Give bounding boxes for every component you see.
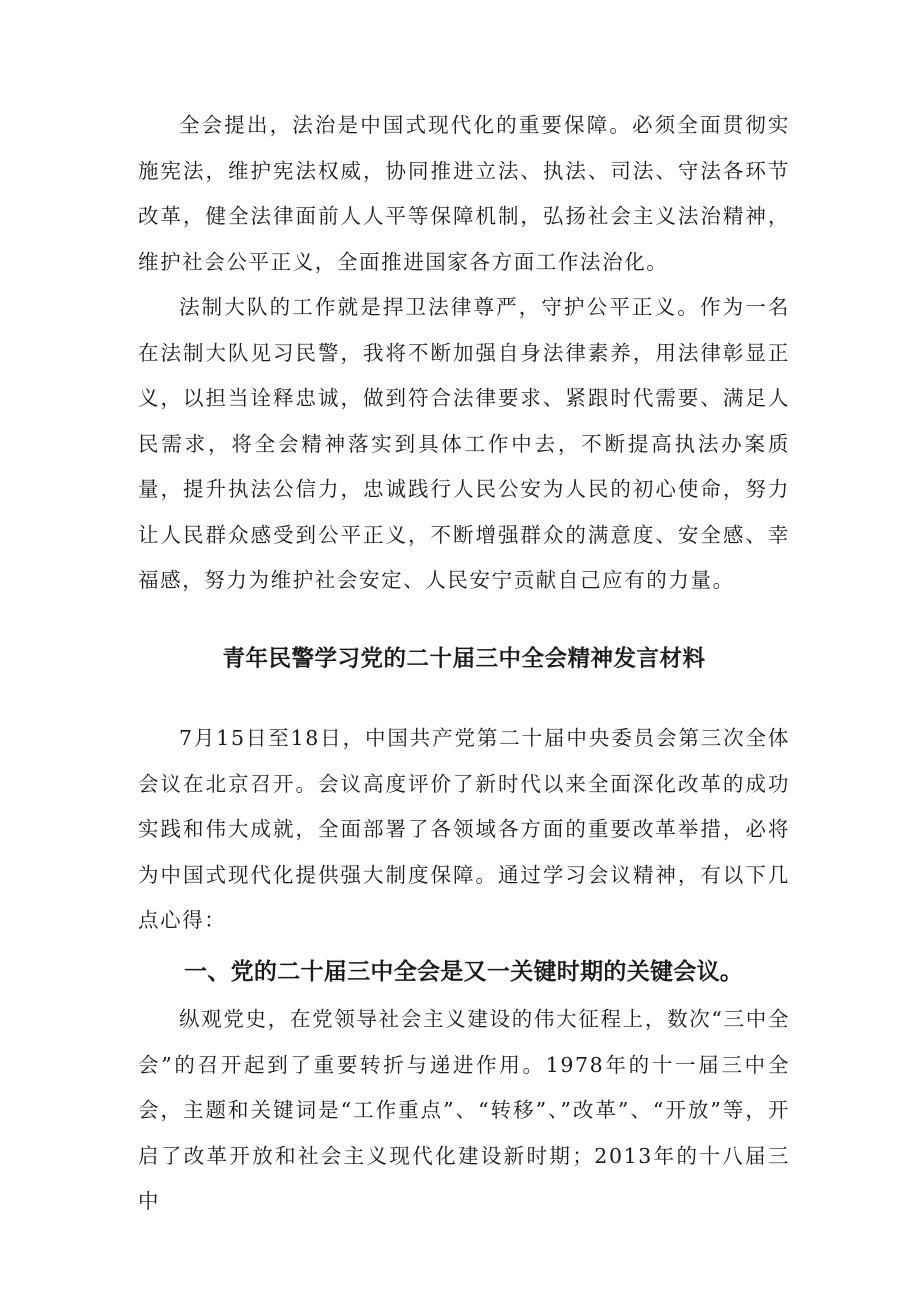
paragraph-text: 7月15日至18日，中国共产党第二十届中央委员会第三次全体会议在北京召开。会议高度评价了新时代以来全面深化改革的成功实践和伟大成就，全面部署了各领域各方面的重要改革举措，必将为中国式现代化提供强大制度保障。通过学习会议精神，有以下几点心得： xyxy=(138,726,790,932)
paragraph-rule-of-law xyxy=(138,103,790,285)
section-heading: 一、党的二十届三中全会是又一关键时期的关键会议。 xyxy=(184,959,744,985)
paragraph-party-history xyxy=(138,997,790,1225)
paragraph-intro xyxy=(138,716,790,944)
paragraph-text: 法制大队的工作就是捍卫法律尊严，守护公平正义。作为一名在法制大队见习民警，我将不断加强自身法律素养，用法律彰显正义，以担当诠释忠诚，做到符合法律要求、紧跟时代需要、满足人民需求，将全会精神落实到具体工作中去，不断提高执法办案质量，提升执法公信力，忠诚践行人民公安为人民的初心使命，努力让人民群众感受到公平正义，不断增强群众的满意度、安全感、幸福感，努力为维护社会安定、人民安宁贡献自己应有的力量。 xyxy=(138,295,790,592)
document-title: 青年民警学习党的二十届三中全会精神发言材料 xyxy=(222,646,706,672)
paragraph-text: 全会提出，法治是中国式现代化的重要保障。必须全面贯彻实施宪法，维护宪法权威，协同推进立法、执法、司法、守法各环节改革，健全法律面前人人平等保障机制，弘扬社会主义法治精神，维护社会公平正义，全面推进国家各方面工作法治化。 xyxy=(138,113,790,274)
paragraph-legal-brigade xyxy=(138,285,790,604)
paragraph-text: 纵观党史，在党领导社会主义建设的伟大征程上，数次“三中全会”的召开起到了重要转折与递进作用。1978年的十一届三中全会，主题和关键词是“工作重点”、“转移”、”改革”、“开放”等，开启了改革开放和社会主义现代化建设新时期；2013年的十八届三中 xyxy=(138,1007,790,1213)
